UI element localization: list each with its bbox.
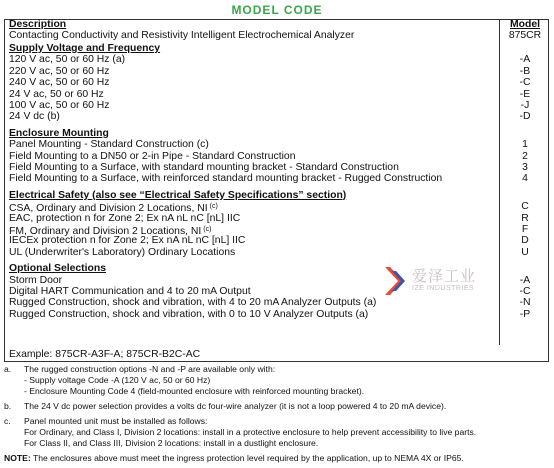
option-description: 24 V ac, 50 or 60 Hz [9,88,104,100]
footnote-line: For Ordinary, and Class I, Division 2 locations: install in a protective enclosure to help prevent accessibility to live parts. [24,427,477,437]
option-description: FM, Ordinary and Division 2 Locations, NI $^{(c)}$ [9,226,212,237]
option-description: EAC, protection n for Zone 2; Ex nA nL nC [nL] IIC [9,212,241,224]
model-code-table [4,19,549,362]
option-description: Storm Door [9,274,63,286]
description-header: Description [9,19,67,30]
option-code: 1 [522,139,528,151]
option-description: 24 V dc (b) [9,111,60,123]
option-code: -D [519,111,531,123]
option-description: Digital HART Communication and 4 to 20 mA Output [9,286,251,297]
option-code: -P [519,308,531,320]
option-code: -C [519,286,531,297]
option-description: Field Mounting to a Surface, with standard mounting bracket - Standard Construction [9,162,399,173]
footnote-line: - Supply voltage Code -A (120 V ac, 50 or 60 Hz) [24,375,211,385]
model-header: Model [509,19,540,30]
option-description: IECEx protection n for Zone 2; Ex nA nL nC [nL] IIC [9,235,246,247]
option-description: UL (Underwriter's Laboratory) Ordinary Locations [9,246,236,258]
footnote-label: a. [4,364,12,374]
footnote-line: The rugged construction options -N and -P are available only with: [24,364,276,374]
option-code: -N [519,297,531,309]
option-code: U [521,246,529,258]
footnote-label: b. [4,401,12,411]
option-code: D [521,235,529,247]
option-description: Rugged Construction, shock and vibration, with 0 to 10 V Analyzer Outputs (a) [9,308,369,320]
option-description: 120 V ac, 50 or 60 Hz (a) [9,54,126,66]
option-description: Panel Mounting - Standard Construction (c) [9,139,209,151]
option-code: F [521,224,529,235]
option-code: 3 [522,162,528,173]
option-description: CSA, Ordinary and Division 2 Locations, NI $^{(c)}$ [9,203,218,215]
footnote-marker: (c) [201,226,212,233]
product-model: 875CR [508,30,542,41]
example-codes: Example: 875CR-A3F-A; 875CR-B2C-AC [9,349,201,360]
option-code: -A [519,54,531,66]
option-code: 2 [522,150,528,162]
watermark-logo [382,261,532,301]
option-code: -A [519,274,531,286]
watermark-english: IZE INDUSTRIES [412,285,475,292]
option-code: -C [519,77,531,89]
watermark-chinese: 爱泽工业 [412,268,477,285]
product-description: Contacting Conductivity and Resistivity Intelligent Electrochemical Analyzer [9,30,355,41]
option-code: -B [519,65,531,77]
note-text: The enclosures above must meet the ingress protection level required by the application, up to NEMA 4X or IP65. [30,453,464,463]
option-description: Rugged Construction, shock and vibration, with 4 to 20 mA Analyzer Outputs (a) [9,297,377,309]
page-title: MODEL CODE [231,3,323,17]
section-header: Supply Voltage and Frequency [9,43,161,54]
note-label: NOTE: [4,453,31,463]
option-description: Field Mounting to a Surface, with reinforced standard mounting bracket - Rugged Construction [9,173,443,185]
footnote-line: - Enclosure Mounting Code 4 (field-mounted enclosure with reinforced mounting bracket). [24,386,365,396]
section-header: Enclosure Mounting [9,127,109,139]
option-description: Field Mounting to a DN50 or 2-in Pipe - Standard Construction [9,150,296,162]
section-header: Electrical Safety (also see “Electrical Safety Specifications” section) [9,189,347,201]
footnote-line: For Class II, and Class III, Division 2 locations: install in a dustlight enclosure. [24,438,319,448]
option-description: 220 V ac, 50 or 60 Hz [9,65,110,77]
option-code: 4 [522,173,528,185]
footnote-line: Panel mounted unit must be installed as follows: [24,416,208,426]
option-code: C [521,201,529,213]
option-code: R [521,212,529,224]
option-code: -J [520,100,530,111]
enclosure-note [4,453,464,464]
footnote-marker: (c) [207,203,218,211]
ize-logo-icon [382,265,408,297]
option-description: 100 V ac, 50 or 60 Hz [9,100,110,111]
section-header: Optional Selections [9,263,106,275]
option-description: 240 V ac, 50 or 60 Hz [9,77,110,89]
footnote-label: c. [4,416,11,426]
option-code: -E [519,88,531,100]
footnote-line: The 24 V dc power selection provides a volts dc four-wire analyzer (it is not a loop powered 4 to 20 mA device). [24,401,447,411]
